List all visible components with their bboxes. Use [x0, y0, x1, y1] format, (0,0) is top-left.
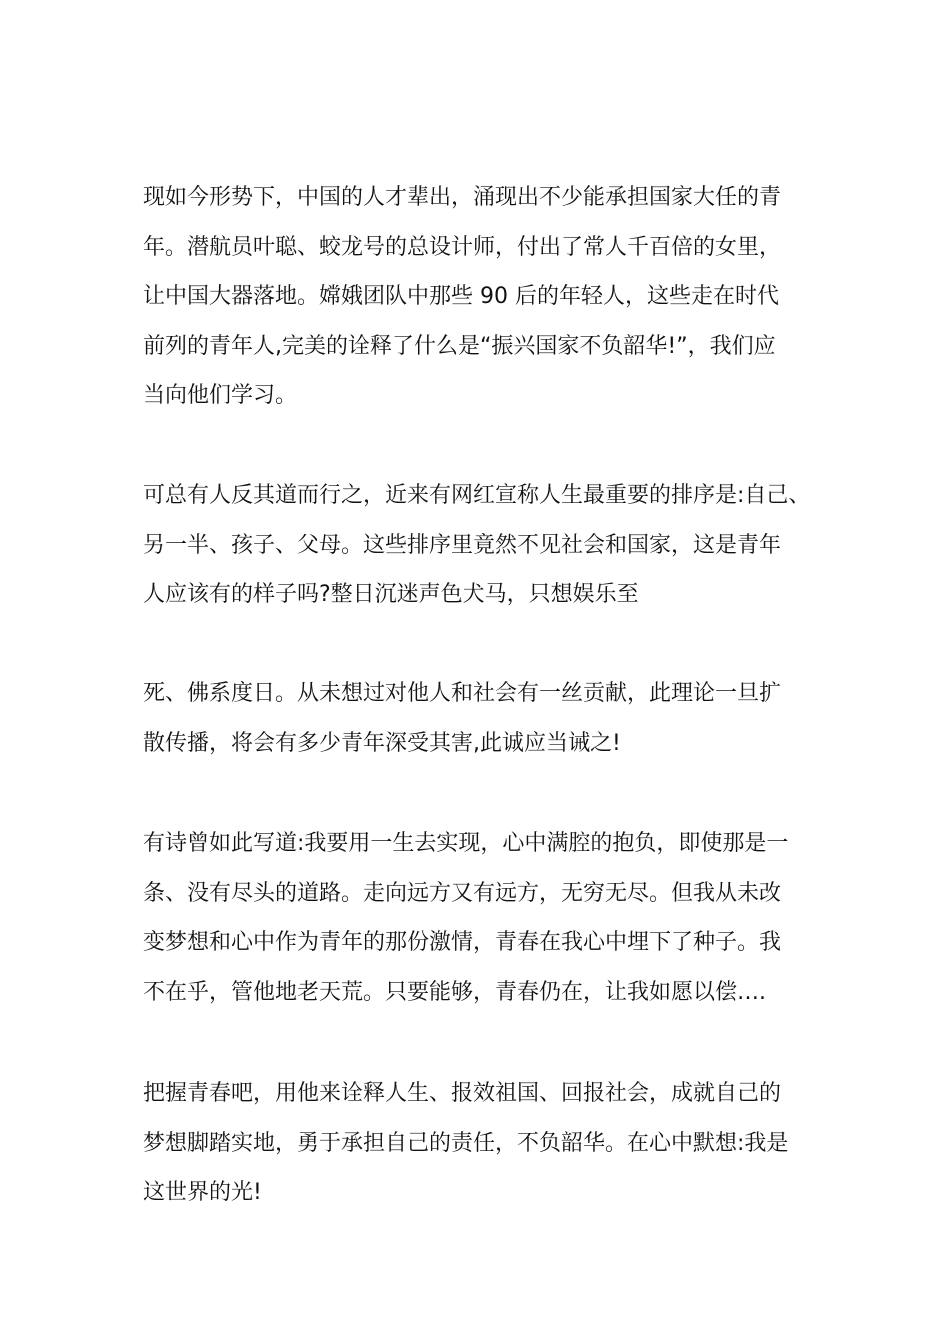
- paragraph-line: 前列的青年人,完美的诠释了什么是“振兴国家不负韶华!”，我们应: [143, 333, 776, 359]
- paragraph-line: 当向他们学习。: [143, 383, 298, 408]
- paragraph-line: 变梦想和心中作为青年的那份激情，青春在我心中埋下了种子。我: [143, 930, 782, 955]
- paragraph-1: [143, 173, 813, 421]
- paragraph-line: 不在乎，管他地老天荒。只要能够，青春仍在，让我如愿以偿….: [143, 979, 766, 1005]
- paragraph-line: 这世界的光!: [143, 1180, 262, 1205]
- paragraph-line: 另一半、孩子、父母。这些排序里竟然不见社会和国家，这是青年: [143, 532, 782, 558]
- paragraph-line: 条、没有尽头的道路。走向远方又有远方，无穷无尽。但我从未改: [143, 880, 782, 906]
- paragraph-line: 梦想脚踏实地，勇于承担自己的责任，不负韶华。在心中默想:我是: [143, 1130, 789, 1156]
- paragraph-4: [143, 819, 813, 1017]
- paragraph-5: [143, 1069, 813, 1218]
- paragraph-line: 死、佛系度日。从未想过对他人和社会有一丝贡献，此理论一旦扩: [143, 681, 782, 706]
- paragraph-line: 散传播，将会有多少青年深受其害,此诚应当诫之!: [143, 730, 621, 756]
- paragraph-line: 现如今形势下，中国的人才辈出，涌现出不少能承担国家大任的青: [143, 185, 782, 210]
- paragraph-line: 年。潜航员叶聪、蛟龙号的总设计师，付出了常人千百倍的女里，: [143, 234, 782, 260]
- paragraph-2: [143, 471, 813, 620]
- paragraph-line: 让中国大器落地。嫦娥团队中那些 90 后的年轻人，这些走在时代: [143, 284, 779, 309]
- paragraph-3: [143, 669, 813, 768]
- paragraph-line: 有诗曾如此写道:我要用一生去实现，心中满腔的抱负，即使那是一: [143, 831, 789, 856]
- paragraph-line: 人应该有的样子吗?整日沉迷声色犬马，只想娱乐至: [143, 582, 639, 607]
- paragraph-line: 把握青春吧，用他来诠释人生、报效祖国、回报社会，成就自己的: [143, 1081, 782, 1106]
- paragraph-line: 可总有人反其道而行之，近来有网红宣称人生最重要的排序是:自己、: [143, 483, 811, 508]
